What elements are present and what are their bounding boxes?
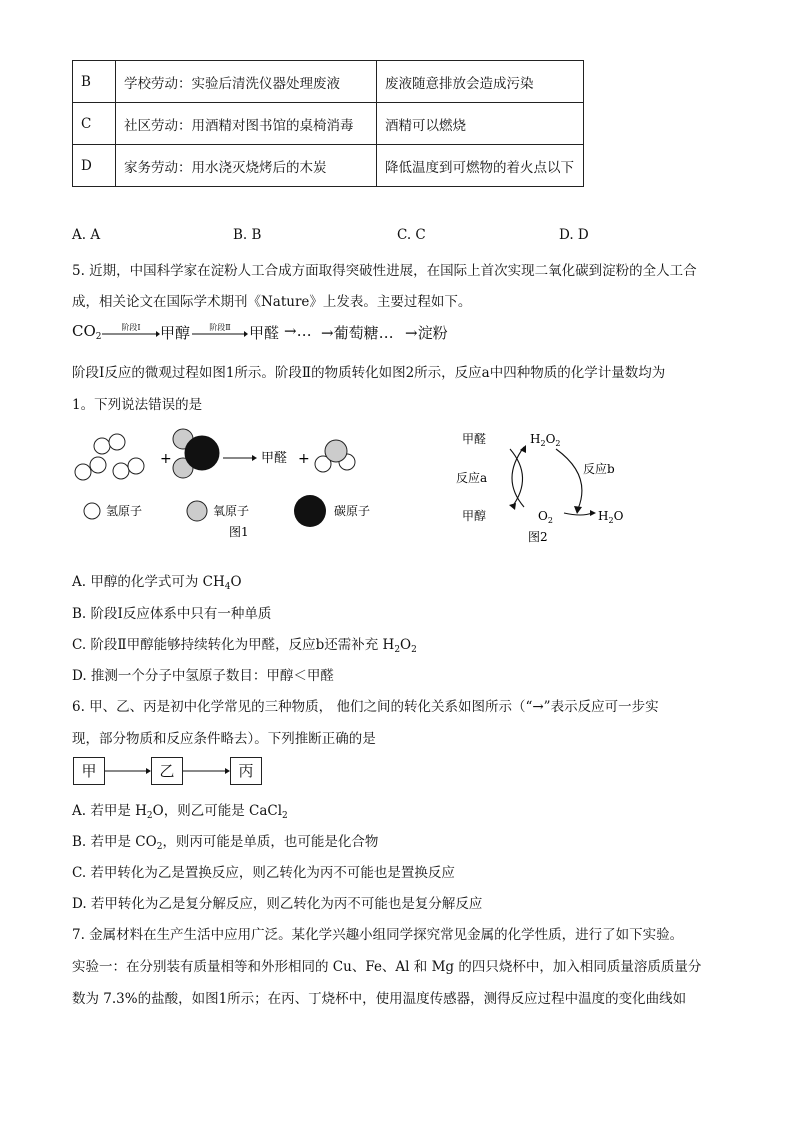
q7-line-3: 数为 7.3%的盐酸，如图1所示；在丙、丁烧杯中，使用温度传感器，测得反应过程中温度的变化曲线如 <box>72 991 687 1007</box>
fig1-caption: 图1 <box>229 525 249 539</box>
fig2-o2: $O_2$ <box>538 509 553 525</box>
row-activity: 社区劳动：用酒精对图书馆的桌椅消毒 <box>116 103 377 145</box>
box-jia: 甲 <box>73 757 105 785</box>
q6-option-b: B. 若甲是 $CO_2$，则丙可能是单质，也可能是化合物 <box>72 834 379 852</box>
legend-hydrogen: 氢原子 <box>106 504 143 518</box>
q5-line-3: 阶段Ⅰ反应的微观过程如图1所示。阶段Ⅱ的物质转化如图2所示，反应a中四种物质的化学计量数均为 <box>72 365 666 381</box>
legend-oxygen: 氧原子 <box>213 504 250 518</box>
q5-option-b: B. 阶段Ⅰ反应体系中只有一种单质 <box>72 606 272 622</box>
row-activity: 学校劳动：实验后清洗仪器处理废液 <box>116 61 377 103</box>
dots-text: →… <box>284 322 312 340</box>
starch-text: →淀粉 <box>405 324 448 342</box>
stage2-arrow <box>192 330 248 338</box>
svg-text:+: + <box>298 451 310 467</box>
q6-option-a: A. 若甲是 $H_2O$，则乙可能是 CaCl$_2$ <box>72 803 288 821</box>
co2-sub: 2 <box>95 332 102 342</box>
stage1-arrow <box>102 330 160 338</box>
figure-2 <box>452 427 632 547</box>
arrow-yi-bing <box>183 766 230 776</box>
q5-line-2: 成，相关论文在国际学术期刊《Nature》上发表。主要过程如下。 <box>72 294 472 310</box>
q6-option-c: C. 若甲转化为乙是置换反应，则乙转化为丙不可能也是置换反应 <box>72 865 455 881</box>
q5-line-1: 5. 近期，中国科学家在淀粉人工合成方面取得突破性进展，在国际上首次实现二氧化碳到淀粉的全人工合 <box>72 263 697 279</box>
q5-line-4: 1。下列说法错误的是 <box>72 397 203 413</box>
fig2-h2o2: $H_2O_2$ <box>530 432 561 448</box>
table-row <box>73 103 584 145</box>
q5-option-a: A. 甲醇的化学式可为 $CH_4O$ <box>72 574 242 592</box>
svg-text:+: + <box>160 451 172 467</box>
fig2-h2o: $H_2O$ <box>598 509 624 525</box>
fig2-reaction-b: 反应b <box>583 462 615 476</box>
q6-option-d: D. 若甲转化为乙是复分解反应，则乙转化为丙不可能也是复分解反应 <box>72 896 483 912</box>
fig1-product: 甲醛 <box>261 451 288 466</box>
reaction-path <box>72 322 102 340</box>
q5-option-d: D. 推测一个分子中氢原子数目：甲醇＜甲醛 <box>72 668 334 684</box>
choice-a: A. A <box>72 227 101 243</box>
methanol-text: 甲醇 <box>160 324 191 342</box>
stage1-label: 阶段Ⅰ <box>121 323 141 332</box>
fig2-caption: 图2 <box>528 530 548 544</box>
choice-d: D. D <box>559 227 589 243</box>
formaldehyde-text: 甲醛 <box>249 324 280 342</box>
q6-line-1: 6. 甲、乙、丙是初中化学常见的三种物质， 他们之间的转化关系如图所示（“→”表示反应可一步实 <box>72 699 659 715</box>
row-reason: 降低温度到可燃物的着火点以下 <box>377 145 584 187</box>
fig2-formaldehyde: 甲醛 <box>462 432 487 446</box>
fig2-methanol: 甲醇 <box>462 509 487 523</box>
row-key: B <box>73 61 116 103</box>
row-key: C <box>73 103 116 145</box>
arrow-jia-yi <box>105 766 151 776</box>
table-row <box>73 61 584 103</box>
q7-line-1: 7. 金属材料在生产生活中应用广泛。某化学兴趣小组同学探究常见金属的化学性质，进行了如下实验。 <box>72 927 684 943</box>
stage2-label: 阶段Ⅱ <box>209 323 231 332</box>
glucose-text: →葡萄糖… <box>321 324 394 342</box>
legend-carbon: 碳原子 <box>334 504 371 518</box>
fig2-reaction-a: 反应a <box>456 471 488 485</box>
figure-1 <box>70 425 390 545</box>
q5-option-c: C. 阶段Ⅱ甲醇能够持续转化为甲醛，反应b还需补充 $H_2O_2$ <box>72 637 417 655</box>
q6-line-2: 现，部分物质和反应条件略去）。下列推断正确的是 <box>72 731 376 747</box>
choice-c: C. C <box>397 227 426 243</box>
options-table <box>72 60 584 187</box>
q7-line-2: 实验一：在分别装有质量相等和外形相同的 Cu、Fe、Al 和 Mg 的四只烧杯中，加入相同质量溶质质量分 <box>72 959 702 975</box>
choice-b: B. B <box>233 227 262 243</box>
row-key: D <box>73 145 116 187</box>
arrow-reaction-b <box>556 449 582 509</box>
row-reason: 废液随意排放会造成污染 <box>377 61 584 103</box>
co2-text: CO <box>72 322 96 340</box>
table-row <box>73 145 584 187</box>
row-activity: 家务劳动：用水浇灭烧烤后的木炭 <box>116 145 377 187</box>
box-yi: 乙 <box>151 757 183 785</box>
box-bing: 丙 <box>230 757 262 785</box>
row-reason: 酒精可以燃烧 <box>377 103 584 145</box>
